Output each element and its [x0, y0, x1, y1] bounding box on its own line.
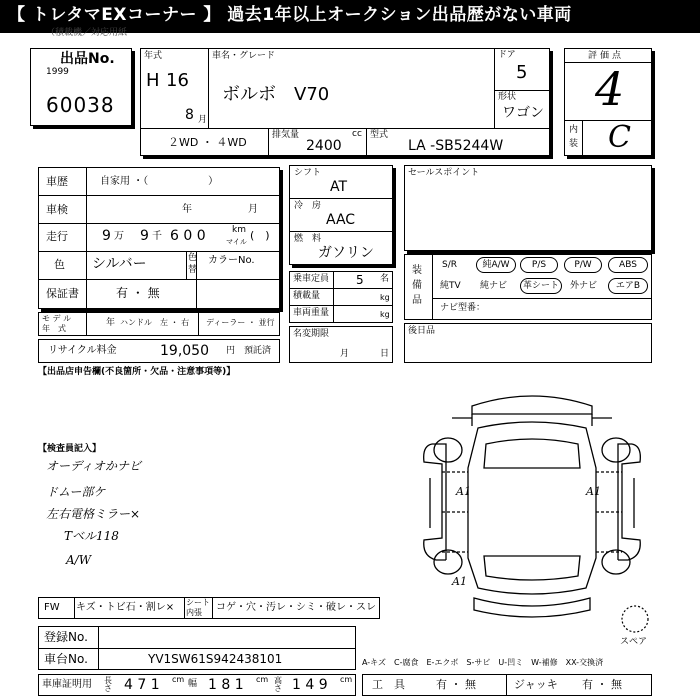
load-unit: kg — [380, 293, 390, 302]
weight-label: 車両重量 — [293, 308, 330, 318]
capacity-unit: 名 — [380, 274, 390, 284]
model-year-label-2: 年 式 — [42, 324, 66, 333]
name-label: 車名・グレード — [212, 51, 276, 61]
shift-label: シフト — [294, 168, 322, 178]
chassis-value: YV1SW61S942438101 — [148, 652, 283, 666]
fw-label: FW — [44, 602, 60, 613]
length-unit: cm — [172, 675, 185, 684]
lot-year-stamp: 1999 — [46, 67, 69, 77]
year-value: 16 — [166, 70, 189, 91]
capacity-label: 乗車定員 — [293, 274, 330, 284]
mileage-sen: 9 — [140, 228, 149, 244]
color-change-1: 色 — [188, 253, 198, 263]
fuel-label: 燃 料 — [294, 234, 322, 244]
color-value: シルバー — [92, 256, 147, 272]
inspector-note-5: A/W — [66, 553, 92, 567]
month-value: 8 — [185, 107, 194, 123]
mileage-man: 9 — [102, 228, 111, 244]
equip-alloy-wheel: 純A/W — [476, 257, 516, 273]
mileage-rest: 6 0 0 — [170, 228, 206, 244]
equipment-label-2: 備 — [412, 280, 422, 291]
score-value: 4 — [595, 62, 625, 116]
warranty-label: 保証書 — [46, 287, 79, 300]
fuel-value: ガソリン — [318, 245, 374, 261]
interior-label-1: 内 — [569, 125, 579, 135]
lot-number: 60038 — [46, 93, 115, 117]
damage-mark-1: A1 — [456, 485, 471, 498]
inspection-year-unit: 年 — [182, 204, 192, 215]
displacement-label: 排気量 — [272, 130, 300, 140]
damage-mark-3: A1 — [452, 575, 467, 588]
doors-label: ドア — [498, 50, 516, 60]
damage-legend: A-キズ C-腐食 E-エクボ S-サビ U-凹ミ W-補修 XX-交換済 — [362, 658, 604, 667]
doors-value: 5 — [516, 62, 528, 83]
chassis-label: 車台No. — [44, 652, 88, 666]
nav-model-label: ナビ型番： — [440, 303, 486, 313]
equip-power-window: P/W — [564, 257, 602, 273]
car-diagram — [412, 388, 652, 628]
color-no-label: カラーNo. — [208, 255, 255, 266]
width-label: 幅 — [188, 679, 198, 689]
tools-label: 工 具 — [372, 678, 405, 691]
width-unit: cm — [256, 675, 269, 684]
width-value: 1 8 1 — [208, 677, 244, 693]
equip-power-steering: P/S — [520, 257, 558, 273]
reg-no-label: 登録No. — [44, 630, 88, 644]
handle-side: ハンドル 左 ・ 右 — [120, 318, 190, 327]
retrofit-box — [404, 323, 652, 363]
mileage-sen-unit: 千 — [152, 231, 162, 242]
equipment-label-1: 装 — [412, 265, 422, 276]
recycle-value: 19,050 — [160, 343, 209, 359]
aircon-label: 冷 房 — [294, 201, 322, 211]
model-year-label-1: モ デ ル — [42, 314, 72, 323]
deadline-label: 名変期限 — [293, 329, 330, 339]
lot-label: 出品No. — [60, 51, 115, 67]
deadline-month: 月 — [340, 349, 350, 359]
displacement-value: 2400 — [306, 138, 342, 154]
recycle-label: リサイクル料金 — [48, 345, 117, 356]
warranty-value: 有 ・ 無 — [116, 286, 160, 300]
dealer-import: ディーラー ・ 並行 — [206, 318, 275, 327]
inspector-note-3: 左右電格ミラー× — [46, 507, 141, 521]
interior-score: C — [608, 120, 631, 155]
mile-unit: マイル — [226, 238, 247, 246]
km-unit: km — [232, 225, 246, 235]
mileage-label: 走行 — [46, 230, 68, 243]
shift-value: AT — [330, 179, 348, 195]
equip-tv: 純TV — [440, 281, 461, 291]
aircon-value: AAC — [326, 212, 356, 228]
history-value: 自家用 ・（ ） — [100, 176, 219, 187]
year-era: H — [146, 70, 160, 91]
equip-sunroof: S/R — [442, 260, 457, 270]
equip-airbag: エアB — [608, 278, 648, 294]
model-label: 型式 — [370, 130, 389, 140]
sales-point-label: セールスポイント — [408, 168, 480, 178]
shape-label: 形状 — [498, 92, 517, 102]
jack-label: ジャッキ — [514, 678, 558, 691]
inspector-label: 【検査員記入】 — [38, 444, 102, 454]
model-value: LA -SB5244W — [408, 138, 504, 154]
jack-value: 有 ・ 無 — [582, 678, 622, 691]
color-label: 色 — [54, 258, 65, 271]
inspection-label: 車検 — [46, 203, 68, 216]
deadline-day: 日 — [380, 349, 390, 359]
load-label: 積載量 — [293, 291, 321, 301]
tools-value: 有 ・ 無 — [436, 678, 476, 691]
inspection-month-unit: 月 — [248, 204, 258, 215]
equip-nav: 純ナビ — [480, 281, 508, 291]
capacity-value: 5 — [356, 273, 364, 287]
equip-abs: ABS — [608, 257, 648, 273]
retrofit-label: 後日品 — [408, 326, 436, 336]
inspector-note-1: オーディオかナビ — [46, 459, 142, 473]
mileage-paren: ( ) — [250, 229, 270, 242]
seat-label-2: 内張 — [186, 608, 202, 617]
color-change-2: 替 — [188, 265, 198, 275]
inspector-note-2: ドムー部ケ — [46, 485, 106, 499]
displacement-unit: cc — [352, 129, 362, 139]
mileage-man-unit: 万 — [114, 231, 124, 242]
spare-tire-icon — [620, 604, 650, 634]
vehicle-name: ボルボ V70 — [222, 84, 330, 105]
equip-leather-seat: 革シート — [520, 278, 562, 294]
interior-label-2: 装 — [569, 139, 579, 149]
model-year-unit: 年 — [106, 318, 116, 328]
drive-type: ２WD ・ ４WD — [168, 136, 247, 149]
garage-cert-label: 車庫証明用 — [42, 679, 92, 690]
score-label: 評価点 — [588, 51, 625, 61]
history-label: 車歴 — [46, 175, 68, 188]
height-unit: cm — [340, 675, 353, 684]
header-subtitle: （積載機／対応用紙 — [46, 28, 128, 38]
length-value: 4 7 1 — [124, 677, 160, 693]
year-label: 年式 — [144, 51, 163, 61]
equip-ext-nav: 外ナビ — [570, 281, 598, 291]
height-value: 1 4 9 — [292, 677, 328, 693]
month-suffix: 月 — [198, 115, 208, 125]
weight-unit: kg — [380, 310, 390, 319]
seat-items: コゲ・穴・汚レ・シミ・破レ・スレ — [216, 602, 376, 613]
recycle-unit: 円 預託済 — [226, 346, 272, 356]
kizu-items: キズ・トビ石・割レ× — [76, 602, 175, 613]
seat-label-1: シート — [186, 598, 210, 607]
length-label: 長さ — [104, 676, 112, 693]
inspector-note-4: Tベル118 — [64, 529, 119, 543]
height-label: 高さ — [274, 676, 282, 693]
damage-mark-2: A1 — [586, 485, 601, 498]
equipment-label-3: 品 — [412, 295, 422, 306]
declaration-label: 【出品店申告欄(不良箇所・欠品・注意事項等)】 — [38, 367, 236, 377]
shape-value: ワゴン — [502, 105, 544, 121]
spare-label: スペア — [620, 637, 648, 647]
header-title: 【 トレタマEXコーナー 】 過去1年以上オークション出品歴がない車両 — [8, 5, 572, 25]
